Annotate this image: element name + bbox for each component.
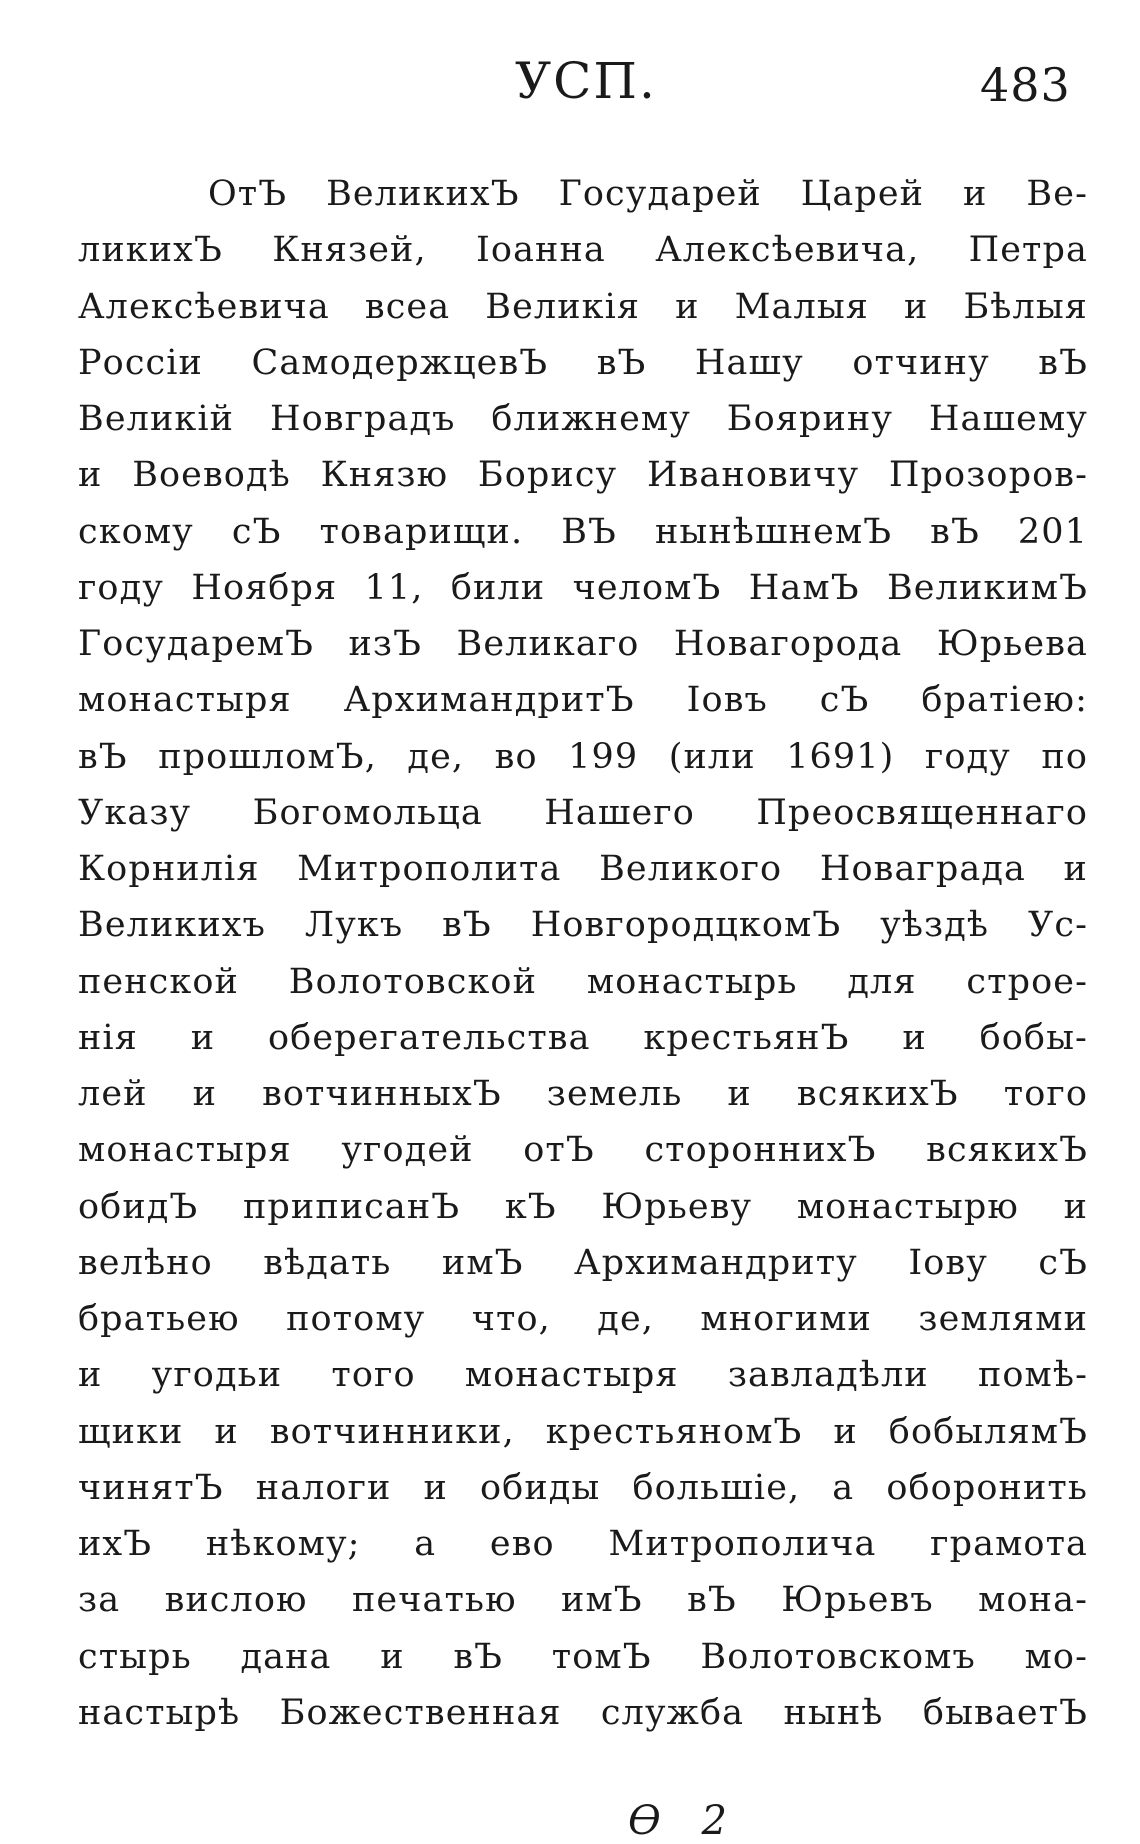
text-line: скому сЪ товарищи. ВЪ нынѣшнемЪ вЪ 201 [78,511,1088,552]
text-line: ихЪ нѣкому; а ево Митрополича грамота [78,1524,1088,1564]
body-text [78,166,1088,1741]
text-line: Великихъ Лукъ вЪ НовгородцкомЪ уѣздѣ Ус- [78,905,1088,946]
signature-mark: Ѳ 2 [628,1798,741,1844]
text-line: Указу Богомольца Нашего Преосвященнаго [78,792,1088,833]
text-line: ГосударемЪ изЪ Великаго Новагорода Юрьева [78,624,1088,664]
text-line: и угодьи того монастыря завладѣли помѣ- [78,1355,1088,1396]
text-line: за вислою печатью имЪ вЪ Юрьевъ мона- [78,1580,1088,1621]
text-line: монастыря угодей отЪ стороннихЪ всякихЪ [78,1130,1088,1171]
text-line: братьею потому что, де, многими землями [78,1299,1088,1339]
text-line: вЪ прошломЪ, де, во 199 (или 1691) году по [78,736,1088,777]
text-line: Великій Новгрaдъ ближнему Боярину Нашему [78,399,1088,439]
text-line: лей и вотчинныхЪ земель и всякихЪ того [78,1074,1088,1114]
text-line: Алексѣевича всеа Великія и Малыя и Бѣлыя [78,286,1088,327]
text-line: обидЪ приписанЪ кЪ Юрьеву монастырю и [78,1186,1088,1227]
text-line: монастыря АрхимандритЪ Іовъ сЪ братiею: [78,680,1088,721]
text-line: стырь дана и вЪ томЪ Волотовскомъ мо- [78,1636,1088,1677]
text-line: настырѣ Божественная служба нынѣ бываетЪ [78,1692,1088,1733]
text-line: Корнилія Митрополита Великого Новаграда и [78,849,1088,889]
text-line: ликихЪ Князей, Іоанна Алексѣевича, Петра [78,230,1088,271]
running-header-title: УСП. [515,52,657,110]
text-line: чинятЪ налоги и обиды большіе, а оборонить [78,1467,1088,1508]
text-line: и Воеводѣ Князю Борису Ивановичу Прозоров- [78,455,1088,496]
text-line: нія и оберегательства крестьянЪ и бобы- [78,1017,1088,1058]
text-line: ОтЪ ВеликихЪ Государей Царей и Ве- [208,174,1088,214]
text-line: году Ноября 11, били челомЪ НамЪ ВеликимЪ [78,567,1088,608]
text-line: велѣно вѣдать имЪ Архимандриту Іову сЪ [78,1242,1088,1283]
page-number: 483 [980,58,1071,112]
text-line: щики и вотчинники, крестьяномЪ и бобылямЪ [78,1411,1088,1452]
text-line: пенской Волотовской монастырь для строе- [78,961,1088,1002]
text-line: Россіи СамодержцевЪ вЪ Нашу отчину вЪ [78,342,1088,383]
